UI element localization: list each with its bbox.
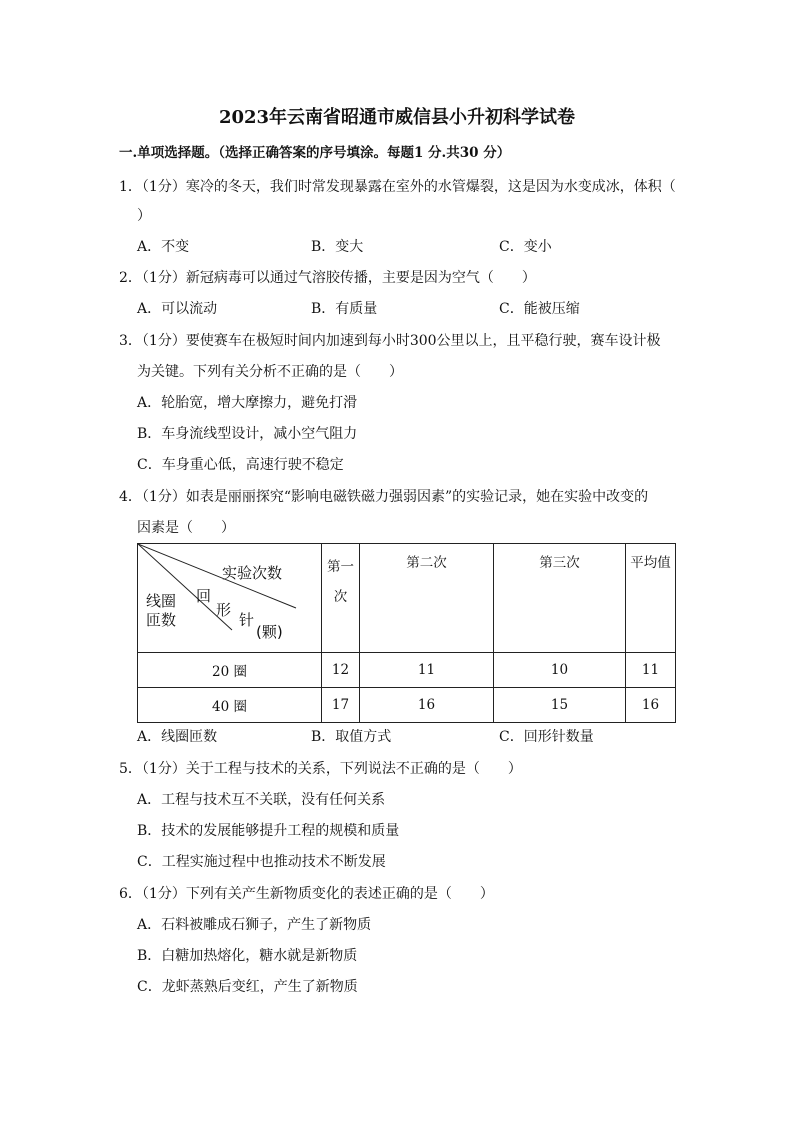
diagonal-label-clip-3: 针 (239, 611, 255, 629)
question-1-option-c: C．变小 (499, 239, 552, 255)
experiment-table (137, 543, 676, 723)
question-2-option-b: B．有质量 (311, 301, 378, 317)
question-5-line-1: 5．（1分）关于工程与技术的关系，下列说法不正确的是（ ） (119, 761, 522, 777)
table-cell: 11 (626, 653, 676, 688)
question-3-option-c: C．车身重心低，高速行驶不稳定 (137, 457, 344, 473)
question-6-option-a: A．石料被雕成石狮子，产生了新物质 (137, 917, 372, 933)
table-cell: 15 (494, 688, 626, 723)
table-header-average: 平均值 (626, 544, 676, 653)
exam-title: 2023年云南省昭通市威信县小升初科学试卷 (218, 107, 576, 128)
diagonal-label-clip-1: 回 (196, 587, 212, 605)
table-cell: 17 (322, 688, 360, 723)
question-3-option-b: B．车身流线型设计，减小空气阻力 (137, 426, 358, 442)
question-1-line-1: 1．（1分）寒冷的冬天，我们时常发现暴露在室外的水管爆裂，这是因为水变成冰，体积（ (119, 179, 676, 195)
question-4-line-2: 因素是（ ） (137, 520, 235, 536)
diagonal-label-clip-unit: (颗) (256, 623, 283, 641)
question-5-option-a: A．工程与技术互不关联，没有任何关系 (137, 792, 386, 808)
table-cell: 10 (494, 653, 626, 688)
diagonal-label-coil-1: 线圈 (146, 592, 177, 610)
table-cell: 12 (322, 653, 360, 688)
table-cell: 16 (626, 688, 676, 723)
question-4-option-c: C．回形针数量 (499, 729, 594, 745)
question-6-line-1: 6．（1分）下列有关产生新物质变化的表述正确的是（ ） (119, 886, 494, 902)
question-2-option-c: C．能被压缩 (499, 301, 580, 317)
table-cell-coil: 20 圈 (138, 653, 322, 688)
table-row (138, 653, 676, 688)
table-header-trial-3: 第三次 (494, 544, 626, 653)
diagonal-label-coil-2: 匝数 (146, 611, 177, 629)
question-5-option-c: C．工程实施过程中也推动技术不断发展 (137, 854, 386, 870)
section-heading: 一.单项选择题。（选择正确答案的序号填涂。每题1 分.共30 分） (119, 145, 511, 161)
table-cell: 11 (360, 653, 494, 688)
question-4-option-a: A．线圈匝数 (137, 729, 218, 745)
question-2-option-a: A．可以流动 (137, 301, 218, 317)
question-4-option-b: B．取值方式 (311, 729, 392, 745)
table-cell-coil: 40 圈 (138, 688, 322, 723)
question-3-line-2: 为关键。下列有关分析不正确的是（ ） (137, 364, 403, 380)
diagonal-label-clip-2: 形 (216, 601, 232, 619)
question-5-option-b: B．技术的发展能够提升工程的规模和质量 (137, 823, 400, 839)
question-6-option-b: B．白糖加热熔化，糖水就是新物质 (137, 948, 358, 964)
diagonal-label-trials: 实验次数 (222, 564, 283, 582)
table-row (138, 688, 676, 723)
question-3-line-1: 3．（1分）要使赛车在极短时间内加速到每小时300公里以上，且平稳行驶，赛车设计极 (119, 333, 661, 349)
question-4-line-1: 4．（1分）如表是丽丽探究“影响电磁铁磁力强弱因素”的实验记录，她在实验中改变的 (119, 489, 649, 505)
question-1-option-a: A．不变 (137, 239, 190, 255)
question-1-line-2: ） (137, 208, 151, 224)
question-3-option-a: A．轮胎宽，增大摩擦力，避免打滑 (137, 395, 358, 411)
table-header-trial-1: 第一 次 (322, 544, 360, 653)
question-2-line-1: 2．（1分）新冠病毒可以通过气溶胶传播，主要是因为空气（ ） (119, 270, 536, 286)
question-1-option-b: B．变大 (311, 239, 364, 255)
question-6-option-c: C．龙虾蒸熟后变红，产生了新物质 (137, 979, 358, 995)
table-cell: 16 (360, 688, 494, 723)
table-header-trial-2: 第二次 (360, 544, 494, 653)
table-header-diagonal-cell (138, 544, 322, 653)
